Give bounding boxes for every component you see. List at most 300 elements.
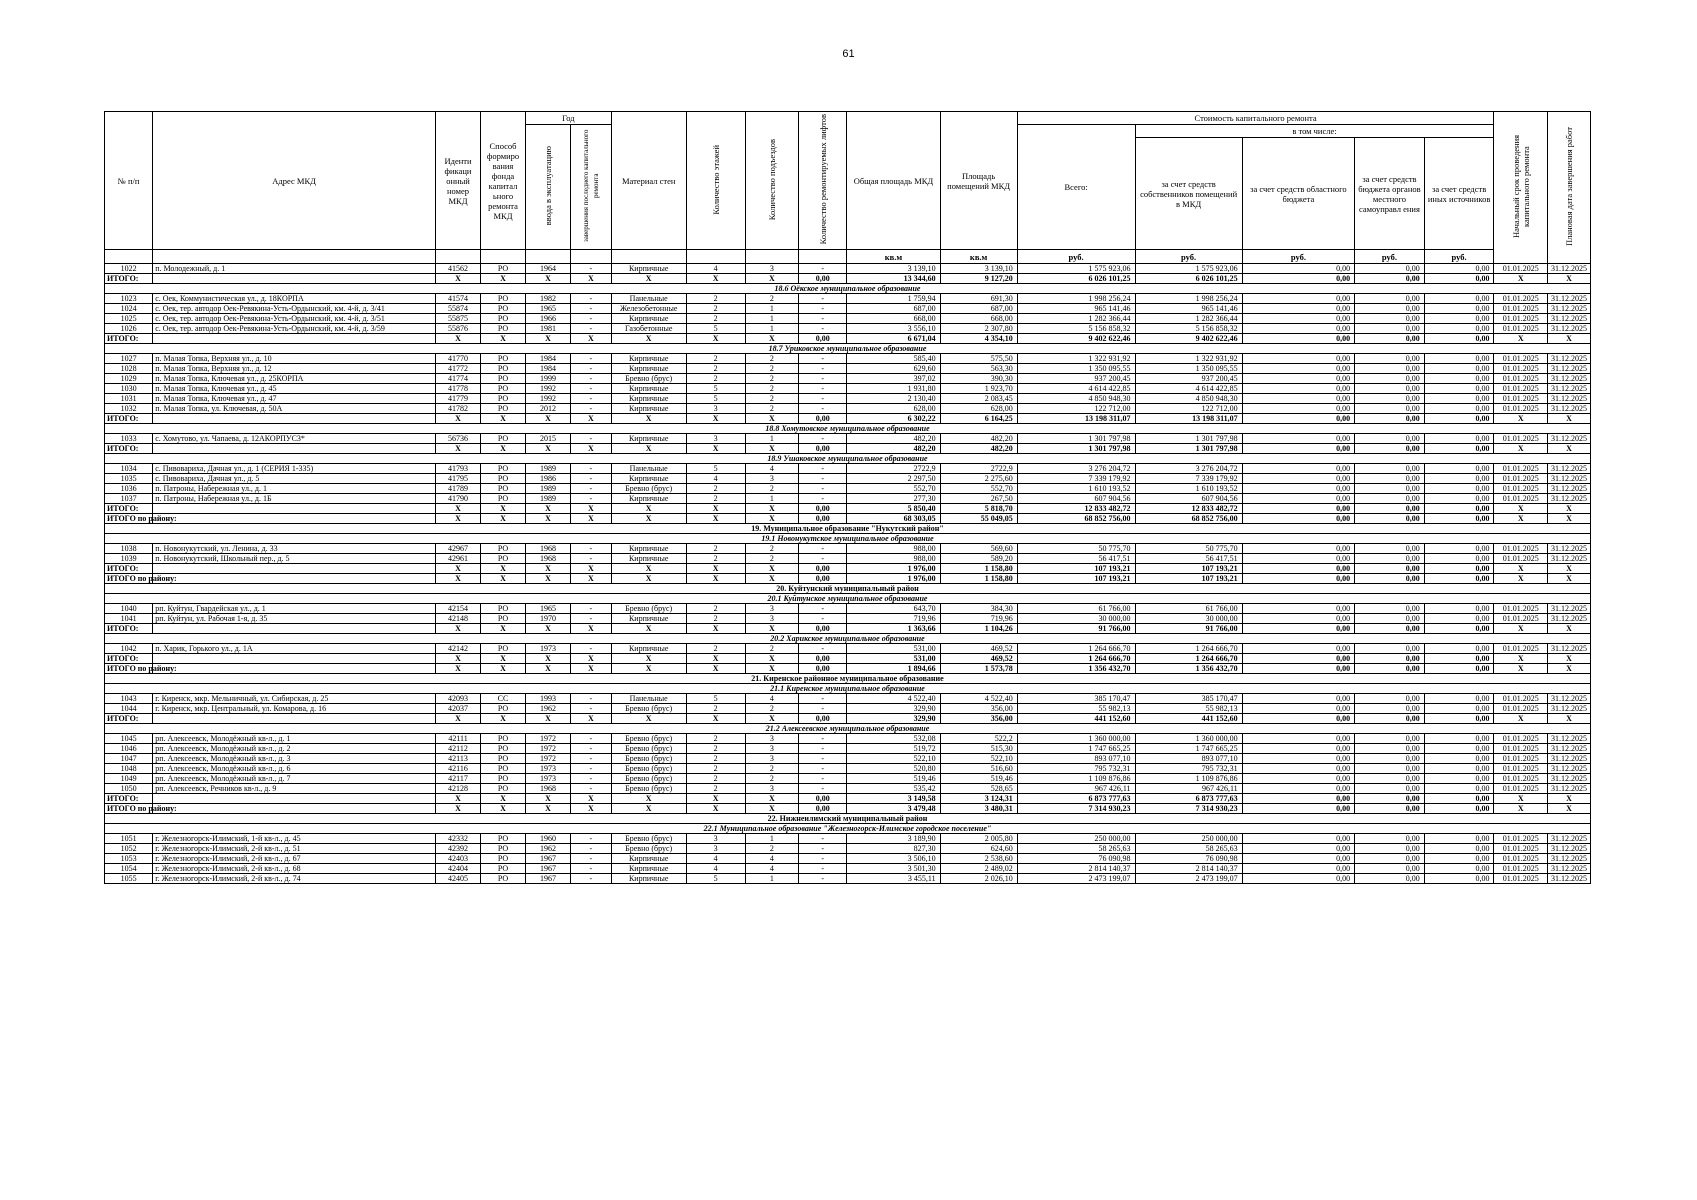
table-cell: 01.01.2025 xyxy=(1494,474,1548,484)
table-cell: 0,00 xyxy=(1424,744,1494,754)
table-row xyxy=(105,754,1591,764)
table-cell: 50 775,70 xyxy=(1017,544,1135,554)
table-cell: 2 xyxy=(745,364,799,374)
table-cell: 01.01.2025 xyxy=(1494,784,1548,794)
table-cell: 01.01.2025 xyxy=(1494,394,1548,404)
table-cell: 519,46 xyxy=(940,774,1017,784)
table-cell: 41779 xyxy=(436,394,481,404)
table-cell: 795 732,31 xyxy=(1017,764,1135,774)
table-cell: 0,00 xyxy=(1242,394,1354,404)
table-cell: 2 xyxy=(686,614,745,624)
table-cell: 0,00 xyxy=(1242,844,1354,854)
table-cell: ИТОГО: xyxy=(105,444,153,454)
table-cell: 1 xyxy=(745,324,799,334)
table-cell: п. Малая Топка, ул. Ключевая, д. 50А xyxy=(153,404,436,414)
table-cell: 2 083,45 xyxy=(940,394,1017,404)
table-cell: 329,90 xyxy=(847,714,940,724)
table-cell: Панельные xyxy=(611,294,686,304)
table-cell: 42405 xyxy=(436,874,481,884)
table-cell: РО xyxy=(481,754,526,764)
table-cell: 1 xyxy=(745,304,799,314)
table-cell: Х xyxy=(1548,334,1591,344)
table-cell: 31.12.2025 xyxy=(1548,614,1591,624)
table-cell: РО xyxy=(481,494,526,504)
table-cell: рп. Алексеевск, Речников кв-л., д. 9 xyxy=(153,784,436,794)
table-cell: 0,00 xyxy=(1355,414,1425,424)
table-cell: 42148 xyxy=(436,614,481,624)
table-cell: 0,00 xyxy=(1424,324,1494,334)
table-cell: 31.12.2025 xyxy=(1548,544,1591,554)
table-cell: 41795 xyxy=(436,474,481,484)
table-cell: 1 747 665,25 xyxy=(1135,744,1242,754)
table-cell: 2 xyxy=(686,774,745,784)
table-cell: 1 301 797,98 xyxy=(1017,444,1135,454)
table-cell: 5 156 858,32 xyxy=(1135,324,1242,334)
table-cell: 4 522,40 xyxy=(847,694,940,704)
table-cell: 0,00 xyxy=(1355,664,1425,674)
table-cell: 1 xyxy=(745,834,799,844)
table-cell: - xyxy=(570,384,611,394)
table-cell: - xyxy=(799,264,847,274)
table-cell: Х xyxy=(526,654,571,664)
table-cell: 1026 xyxy=(105,324,153,334)
table-cell: 0,00 xyxy=(799,804,847,814)
table-cell: 482,20 xyxy=(940,434,1017,444)
table-cell: 01.01.2025 xyxy=(1494,754,1548,764)
table-cell: 0,00 xyxy=(1424,374,1494,384)
table-cell: Х xyxy=(481,504,526,514)
table-cell: ИТОГО: xyxy=(105,714,153,724)
table-cell: 42154 xyxy=(436,604,481,614)
table-cell: Х xyxy=(611,574,686,584)
table-cell: 55 049,05 xyxy=(940,514,1017,524)
table-cell: 55875 xyxy=(436,314,481,324)
table-cell: 1038 xyxy=(105,544,153,554)
table-row xyxy=(105,784,1591,794)
table-cell: 0,00 xyxy=(1242,554,1354,564)
table-cell: Х xyxy=(686,414,745,424)
table-cell: 3 124,31 xyxy=(940,794,1017,804)
table-cell: Х xyxy=(611,334,686,344)
table-cell: 1972 xyxy=(526,754,571,764)
page-number: 61 xyxy=(842,48,855,60)
table-cell xyxy=(153,564,436,574)
table-cell: 5 xyxy=(686,694,745,704)
total-row xyxy=(105,624,1591,634)
table-cell: Х xyxy=(481,654,526,664)
table-cell: - xyxy=(570,404,611,414)
table-cell: Х xyxy=(436,334,481,344)
table-cell: 2 xyxy=(745,554,799,564)
table-cell: - xyxy=(570,364,611,374)
table-cell: Х xyxy=(611,654,686,664)
table-cell: 2 xyxy=(745,484,799,494)
table-cell: - xyxy=(570,374,611,384)
table-cell: Х xyxy=(611,444,686,454)
table-cell: 0,00 xyxy=(799,564,847,574)
section-row xyxy=(105,584,1591,594)
table-cell: 522,2 xyxy=(940,734,1017,744)
table-cell: 2722,9 xyxy=(847,464,940,474)
table-cell: 01.01.2025 xyxy=(1494,364,1548,374)
table-cell: 519,46 xyxy=(847,774,940,784)
table-cell: 107 193,21 xyxy=(1135,574,1242,584)
table-cell: 2 xyxy=(745,384,799,394)
table-cell: 0,00 xyxy=(1242,604,1354,614)
table-cell: 2 xyxy=(745,374,799,384)
table-cell: 01.01.2025 xyxy=(1494,494,1548,504)
table-cell: - xyxy=(799,544,847,554)
table-cell: 0,00 xyxy=(1355,264,1425,274)
table-cell: 31.12.2025 xyxy=(1548,304,1591,314)
table-row xyxy=(105,774,1591,784)
subsection-row xyxy=(105,824,1591,834)
table-cell: 795 732,31 xyxy=(1135,764,1242,774)
table-cell: 3 556,10 xyxy=(847,324,940,334)
table-cell: 1 976,00 xyxy=(847,574,940,584)
table-cell: 1989 xyxy=(526,464,571,474)
table-cell: - xyxy=(570,314,611,324)
table-cell: 0,00 xyxy=(1424,384,1494,394)
table-cell: Х xyxy=(436,274,481,284)
table-cell: Х xyxy=(686,574,745,584)
table-cell: Х xyxy=(1548,574,1591,584)
table-cell: 1049 xyxy=(105,774,153,784)
table-cell: Х xyxy=(1548,654,1591,664)
table-cell: 3 501,30 xyxy=(847,864,940,874)
table-cell: 0,00 xyxy=(799,714,847,724)
table-cell: 1036 xyxy=(105,484,153,494)
table-cell: 31.12.2025 xyxy=(1548,434,1591,444)
col-owners: за счет средств собственников помещений в МКД xyxy=(1135,138,1242,250)
table-cell: 0,00 xyxy=(1424,864,1494,874)
table-cell: 965 141,46 xyxy=(1135,304,1242,314)
subsection-row xyxy=(105,284,1591,294)
table-cell: 3 189,90 xyxy=(847,834,940,844)
table-cell: 329,90 xyxy=(847,704,940,714)
table-cell: 2 xyxy=(745,704,799,714)
table-cell: 1984 xyxy=(526,364,571,374)
table-cell: Х xyxy=(436,444,481,454)
table-cell: 1970 xyxy=(526,614,571,624)
table-cell: 1973 xyxy=(526,764,571,774)
table-cell: 50 775,70 xyxy=(1135,544,1242,554)
table-cell: Х xyxy=(436,624,481,634)
table-cell: 01.01.2025 xyxy=(1494,704,1548,714)
table-row xyxy=(105,374,1591,384)
table-cell: 42404 xyxy=(436,864,481,874)
table-cell: РО xyxy=(481,374,526,384)
table-cell: - xyxy=(799,784,847,794)
table-cell: - xyxy=(570,474,611,484)
table-cell: 1989 xyxy=(526,484,571,494)
table-cell: п. Новонукутский, ул. Ленина, д. 33 xyxy=(153,544,436,554)
total-row xyxy=(105,794,1591,804)
table-cell: Х xyxy=(481,804,526,814)
table-cell: 0,00 xyxy=(1424,794,1494,804)
table-cell: - xyxy=(570,484,611,494)
table-cell: - xyxy=(570,324,611,334)
table-cell: Х xyxy=(526,624,571,634)
table-cell: 0,00 xyxy=(799,664,847,674)
unit-area: кв.м xyxy=(847,250,940,264)
table-cell: 1 xyxy=(745,494,799,504)
table-cell: 31.12.2025 xyxy=(1548,374,1591,384)
table-cell: Х xyxy=(570,334,611,344)
table-cell: 0,00 xyxy=(1355,494,1425,504)
table-cell: 1 350 095,55 xyxy=(1135,364,1242,374)
table-cell: 2 xyxy=(686,754,745,764)
table-cell xyxy=(153,274,436,284)
col-lifts xyxy=(799,112,847,250)
table-cell: 1972 xyxy=(526,744,571,754)
table-cell: 4 xyxy=(745,694,799,704)
table-cell: 1024 xyxy=(105,304,153,314)
table-cell: 385 170,47 xyxy=(1017,694,1135,704)
table-cell: - xyxy=(570,264,611,274)
table-cell: 0,00 xyxy=(1242,314,1354,324)
table-cell: 3 149,58 xyxy=(847,794,940,804)
table-cell: - xyxy=(799,394,847,404)
table-cell: РО xyxy=(481,744,526,754)
table-cell: 988,00 xyxy=(847,554,940,564)
table-cell: 0,00 xyxy=(1242,364,1354,374)
table-cell: - xyxy=(570,734,611,744)
col-cost-total: Всего: xyxy=(1017,125,1135,250)
table-cell: г. Железногорск-Илимский, 2-й кв-л., д. 68 xyxy=(153,864,436,874)
table-row xyxy=(105,404,1591,414)
subsection-row xyxy=(105,344,1591,354)
table-cell: 01.01.2025 xyxy=(1494,464,1548,474)
table-cell: 31.12.2025 xyxy=(1548,404,1591,414)
table-cell: 2 xyxy=(686,494,745,504)
table-cell: - xyxy=(799,644,847,654)
table-cell: 4 614 422,85 xyxy=(1017,384,1135,394)
table-cell: 1050 xyxy=(105,784,153,794)
table-cell: 1 931,80 xyxy=(847,384,940,394)
table-cell: 0,00 xyxy=(1242,484,1354,494)
table-cell: 0,00 xyxy=(1242,834,1354,844)
table-cell: Х xyxy=(526,274,571,284)
table-cell: 3 xyxy=(686,834,745,844)
table-cell: 2 xyxy=(686,374,745,384)
table-cell: 5 xyxy=(686,384,745,394)
table-cell: 0,00 xyxy=(1242,624,1354,634)
table-cell: 1042 xyxy=(105,644,153,654)
table-cell: 1051 xyxy=(105,834,153,844)
table-cell: РО xyxy=(481,484,526,494)
table-cell: п. Малая Топка, Верхняя ул., д. 10 xyxy=(153,354,436,364)
table-row xyxy=(105,264,1591,274)
table-cell: Х xyxy=(1548,624,1591,634)
table-cell: Х xyxy=(481,624,526,634)
table-cell: рп. Куйтун, Гвардейская ул., д. 1 xyxy=(153,604,436,614)
table-cell: 2 xyxy=(686,644,745,654)
table-cell: Бревно (брус) xyxy=(611,754,686,764)
table-cell: 1 158,80 xyxy=(940,574,1017,584)
table-cell: 607 904,56 xyxy=(1017,494,1135,504)
col-local: за счет средств бюджета органов местного самоуправл ения xyxy=(1355,138,1425,250)
table-cell: Х xyxy=(570,504,611,514)
table-cell: 2 814 140,37 xyxy=(1017,864,1135,874)
table-row xyxy=(105,734,1591,744)
table-cell: РО xyxy=(481,864,526,874)
table-cell: 2012 xyxy=(526,404,571,414)
table-cell: 31.12.2025 xyxy=(1548,834,1591,844)
table-cell: 0,00 xyxy=(1424,644,1494,654)
table-cell: 0,00 xyxy=(1424,314,1494,324)
table-cell: п. Молодежный, д. 1 xyxy=(153,264,436,274)
table-cell: Х xyxy=(570,414,611,424)
repair-table xyxy=(104,111,1591,884)
table-cell: 2 473 199,07 xyxy=(1135,874,1242,884)
table-cell: Х xyxy=(611,504,686,514)
table-cell: Х xyxy=(745,794,799,804)
table-cell: 1984 xyxy=(526,354,571,364)
total-row xyxy=(105,334,1591,344)
table-cell: Х xyxy=(570,624,611,634)
table-cell: РО xyxy=(481,704,526,714)
table-cell: 0,00 xyxy=(1355,364,1425,374)
table-cell: 2 xyxy=(686,294,745,304)
table-cell: 0,00 xyxy=(1242,614,1354,624)
table-cell: 56 417,51 xyxy=(1017,554,1135,564)
table-cell: 0,00 xyxy=(1242,664,1354,674)
unit-rub: руб. xyxy=(1135,250,1242,264)
table-cell: 0,00 xyxy=(1242,384,1354,394)
table-cell: ИТОГО по району: xyxy=(105,574,153,584)
table-cell: рп. Алексеевск, Молодёжный кв-л., д. 3 xyxy=(153,754,436,764)
table-cell: 31.12.2025 xyxy=(1548,844,1591,854)
table-cell: 2 275,60 xyxy=(940,474,1017,484)
table-cell: 0,00 xyxy=(799,504,847,514)
table-cell: Х xyxy=(481,564,526,574)
table-cell: СС xyxy=(481,694,526,704)
table-cell xyxy=(153,444,436,454)
table-cell: 01.01.2025 xyxy=(1494,544,1548,554)
table-cell: 0,00 xyxy=(1424,564,1494,574)
table-cell: 76 090,98 xyxy=(1017,854,1135,864)
table-cell xyxy=(153,624,436,634)
units-row xyxy=(105,250,1591,264)
col-year-last-label: завершения последнего капитального ремонта xyxy=(581,129,600,243)
table-cell: 0,00 xyxy=(1355,504,1425,514)
table-cell: 31.12.2025 xyxy=(1548,764,1591,774)
table-cell: 1 610 193,52 xyxy=(1135,484,1242,494)
table-cell: 1962 xyxy=(526,844,571,854)
table-header xyxy=(105,112,1591,264)
table-cell: 0,00 xyxy=(1242,854,1354,864)
table-cell: 0,00 xyxy=(1424,474,1494,484)
col-num: № п/п xyxy=(105,112,153,250)
table-cell: Х xyxy=(436,664,481,674)
table-cell: г. Железногорск-Илимский, 1-й кв-л., д. 45 xyxy=(153,834,436,844)
table-cell: 1 301 797,98 xyxy=(1135,444,1242,454)
table-cell: 535,42 xyxy=(847,784,940,794)
table-row xyxy=(105,644,1591,654)
table-cell: 0,00 xyxy=(1242,784,1354,794)
table-cell: п. Малая Топка, Ключевая ул., д. 25КОРПА xyxy=(153,374,436,384)
table-cell: РО xyxy=(481,314,526,324)
table-cell: 552,70 xyxy=(940,484,1017,494)
total-row xyxy=(105,714,1591,724)
table-cell: 01.01.2025 xyxy=(1494,834,1548,844)
table-cell: 1046 xyxy=(105,744,153,754)
table-cell: Бревно (брус) xyxy=(611,844,686,854)
table-cell: 0,00 xyxy=(1355,464,1425,474)
table-cell: Х xyxy=(1494,414,1548,424)
table-cell xyxy=(153,664,436,674)
table-cell: 01.01.2025 xyxy=(1494,354,1548,364)
table-cell: рп. Куйтун, ул. Рабочая 1-я, д. 35 xyxy=(153,614,436,624)
table-cell: Х xyxy=(686,624,745,634)
table-cell: 893 077,10 xyxy=(1135,754,1242,764)
table-cell: Х xyxy=(611,794,686,804)
table-row xyxy=(105,364,1591,374)
table-cell: 0,00 xyxy=(1424,294,1494,304)
table-cell: 55 982,13 xyxy=(1017,704,1135,714)
table-cell: - xyxy=(570,704,611,714)
table-cell: 1 264 666,70 xyxy=(1135,644,1242,654)
table-cell: Х xyxy=(436,794,481,804)
table-cell: 0,00 xyxy=(1242,434,1354,444)
table-cell: - xyxy=(570,354,611,364)
table-cell: 0,00 xyxy=(1424,754,1494,764)
table-cell: 0,00 xyxy=(1355,274,1425,284)
table-cell: 31.12.2025 xyxy=(1548,314,1591,324)
table-cell: - xyxy=(570,844,611,854)
table-cell: РО xyxy=(481,614,526,624)
table-cell: 31.12.2025 xyxy=(1548,734,1591,744)
col-year-start xyxy=(526,125,571,250)
table-cell: 1 998 256,24 xyxy=(1017,294,1135,304)
table-cell: Х xyxy=(481,714,526,724)
table-cell: Кирпичные xyxy=(611,434,686,444)
table-cell xyxy=(153,794,436,804)
table-cell: 01.01.2025 xyxy=(1494,404,1548,414)
table-cell: 30 000,00 xyxy=(1017,614,1135,624)
table-cell: 42093 xyxy=(436,694,481,704)
table-cell: 0,00 xyxy=(1355,294,1425,304)
table-cell: 2 538,60 xyxy=(940,854,1017,864)
table-row xyxy=(105,394,1591,404)
table-cell: 0,00 xyxy=(1355,314,1425,324)
table-row xyxy=(105,314,1591,324)
table-cell: 0,00 xyxy=(799,444,847,454)
table-cell: 31.12.2025 xyxy=(1548,704,1591,714)
table-cell: 1 xyxy=(745,434,799,444)
table-cell: Х xyxy=(570,664,611,674)
table-cell: 3 xyxy=(686,844,745,854)
table-cell: 0,00 xyxy=(1424,654,1494,664)
table-cell: 01.01.2025 xyxy=(1494,434,1548,444)
table-cell: Х xyxy=(481,664,526,674)
table-cell: - xyxy=(799,834,847,844)
table-row xyxy=(105,294,1591,304)
table-cell: Х xyxy=(686,334,745,344)
table-cell: 42111 xyxy=(436,734,481,744)
table-cell: 4 354,10 xyxy=(940,334,1017,344)
table-cell: 1 356 432,70 xyxy=(1135,664,1242,674)
subsection-row xyxy=(105,454,1591,464)
table-cell: 0,00 xyxy=(1424,364,1494,374)
table-cell: 2 130,40 xyxy=(847,394,940,404)
table-cell: 0,00 xyxy=(1242,414,1354,424)
table-cell: 516,60 xyxy=(940,764,1017,774)
table-cell: - xyxy=(570,394,611,404)
table-cell: 01.01.2025 xyxy=(1494,644,1548,654)
table-cell: - xyxy=(570,544,611,554)
